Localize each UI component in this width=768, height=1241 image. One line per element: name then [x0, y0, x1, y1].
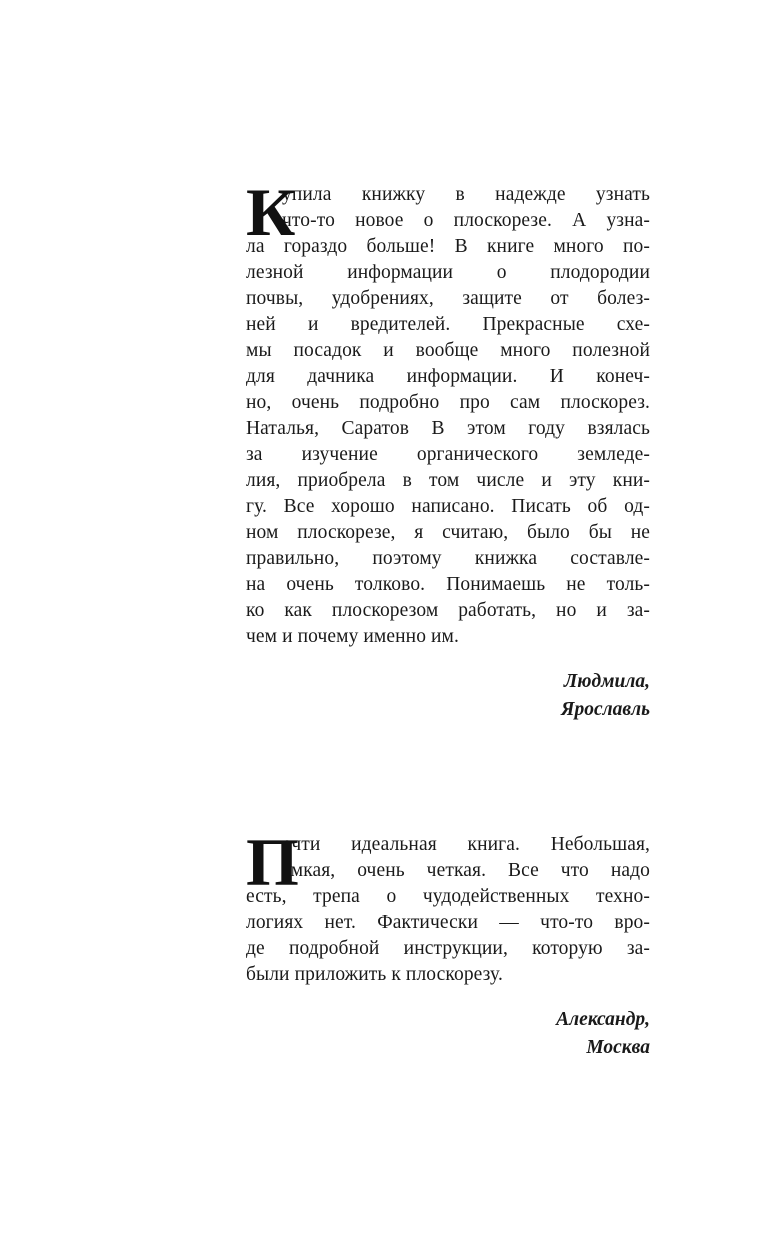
- signature-name: Александр,: [556, 1009, 650, 1030]
- text-line: логиях нет. Фактически — что-то вро-: [246, 912, 650, 933]
- text-line: ней и вредителей. Прекрасные схе-: [246, 314, 650, 335]
- text-line: для дачника информации. И конеч-: [246, 366, 650, 387]
- text-line: емкая, очень четкая. Все что надо: [282, 860, 650, 881]
- text-line: были приложить к плоскорезу.: [246, 964, 503, 985]
- text-line: упила книжку в надежде узнать: [282, 184, 650, 205]
- text-line: мы посадок и вообще много полезной: [246, 340, 650, 361]
- text-line: правильно, поэтому книжка составле-: [246, 548, 650, 569]
- text-line: ла гораздо больше! В книге много по-: [246, 236, 650, 257]
- text-line: де подробной инструкции, которую за-: [246, 938, 650, 959]
- text-line: чем и почему именно им.: [246, 626, 459, 647]
- text-line: на очень толково. Понимаешь не толь-: [246, 574, 650, 595]
- drop-cap: К: [246, 174, 296, 250]
- text-line: что-то новое о плоскорезе. А узна-: [282, 210, 650, 231]
- signature-name: Людмила,: [563, 671, 650, 692]
- text-line: ко как плоскорезом работать, но и за-: [246, 600, 650, 621]
- text-line: ном плоскорезе, я считаю, было бы не: [246, 522, 650, 543]
- signature-city: Ярославль: [561, 699, 650, 720]
- signature-city: Москва: [586, 1037, 650, 1058]
- text-line: есть, трепа о чудодейственных техно-: [246, 886, 650, 907]
- review-2: [246, 824, 650, 1062]
- text-line: очти идеальная книга. Небольшая,: [282, 834, 650, 855]
- text-line: лезной информации о плодородии: [246, 262, 650, 283]
- drop-cap: П: [246, 824, 299, 900]
- text-line: почвы, удобрениях, защите от болез-: [246, 288, 650, 309]
- text-line: Наталья, Саратов В этом году взялась: [246, 418, 650, 439]
- text-line: лия, приобрела в том числе и эту кни-: [246, 470, 650, 491]
- text-line: но, очень подробно про сам плоскорез.: [246, 392, 650, 413]
- text-line: за изучение органического земледе-: [246, 444, 650, 465]
- review-1: [246, 174, 650, 724]
- text-line: гу. Все хорошо написано. Писать об од-: [246, 496, 650, 517]
